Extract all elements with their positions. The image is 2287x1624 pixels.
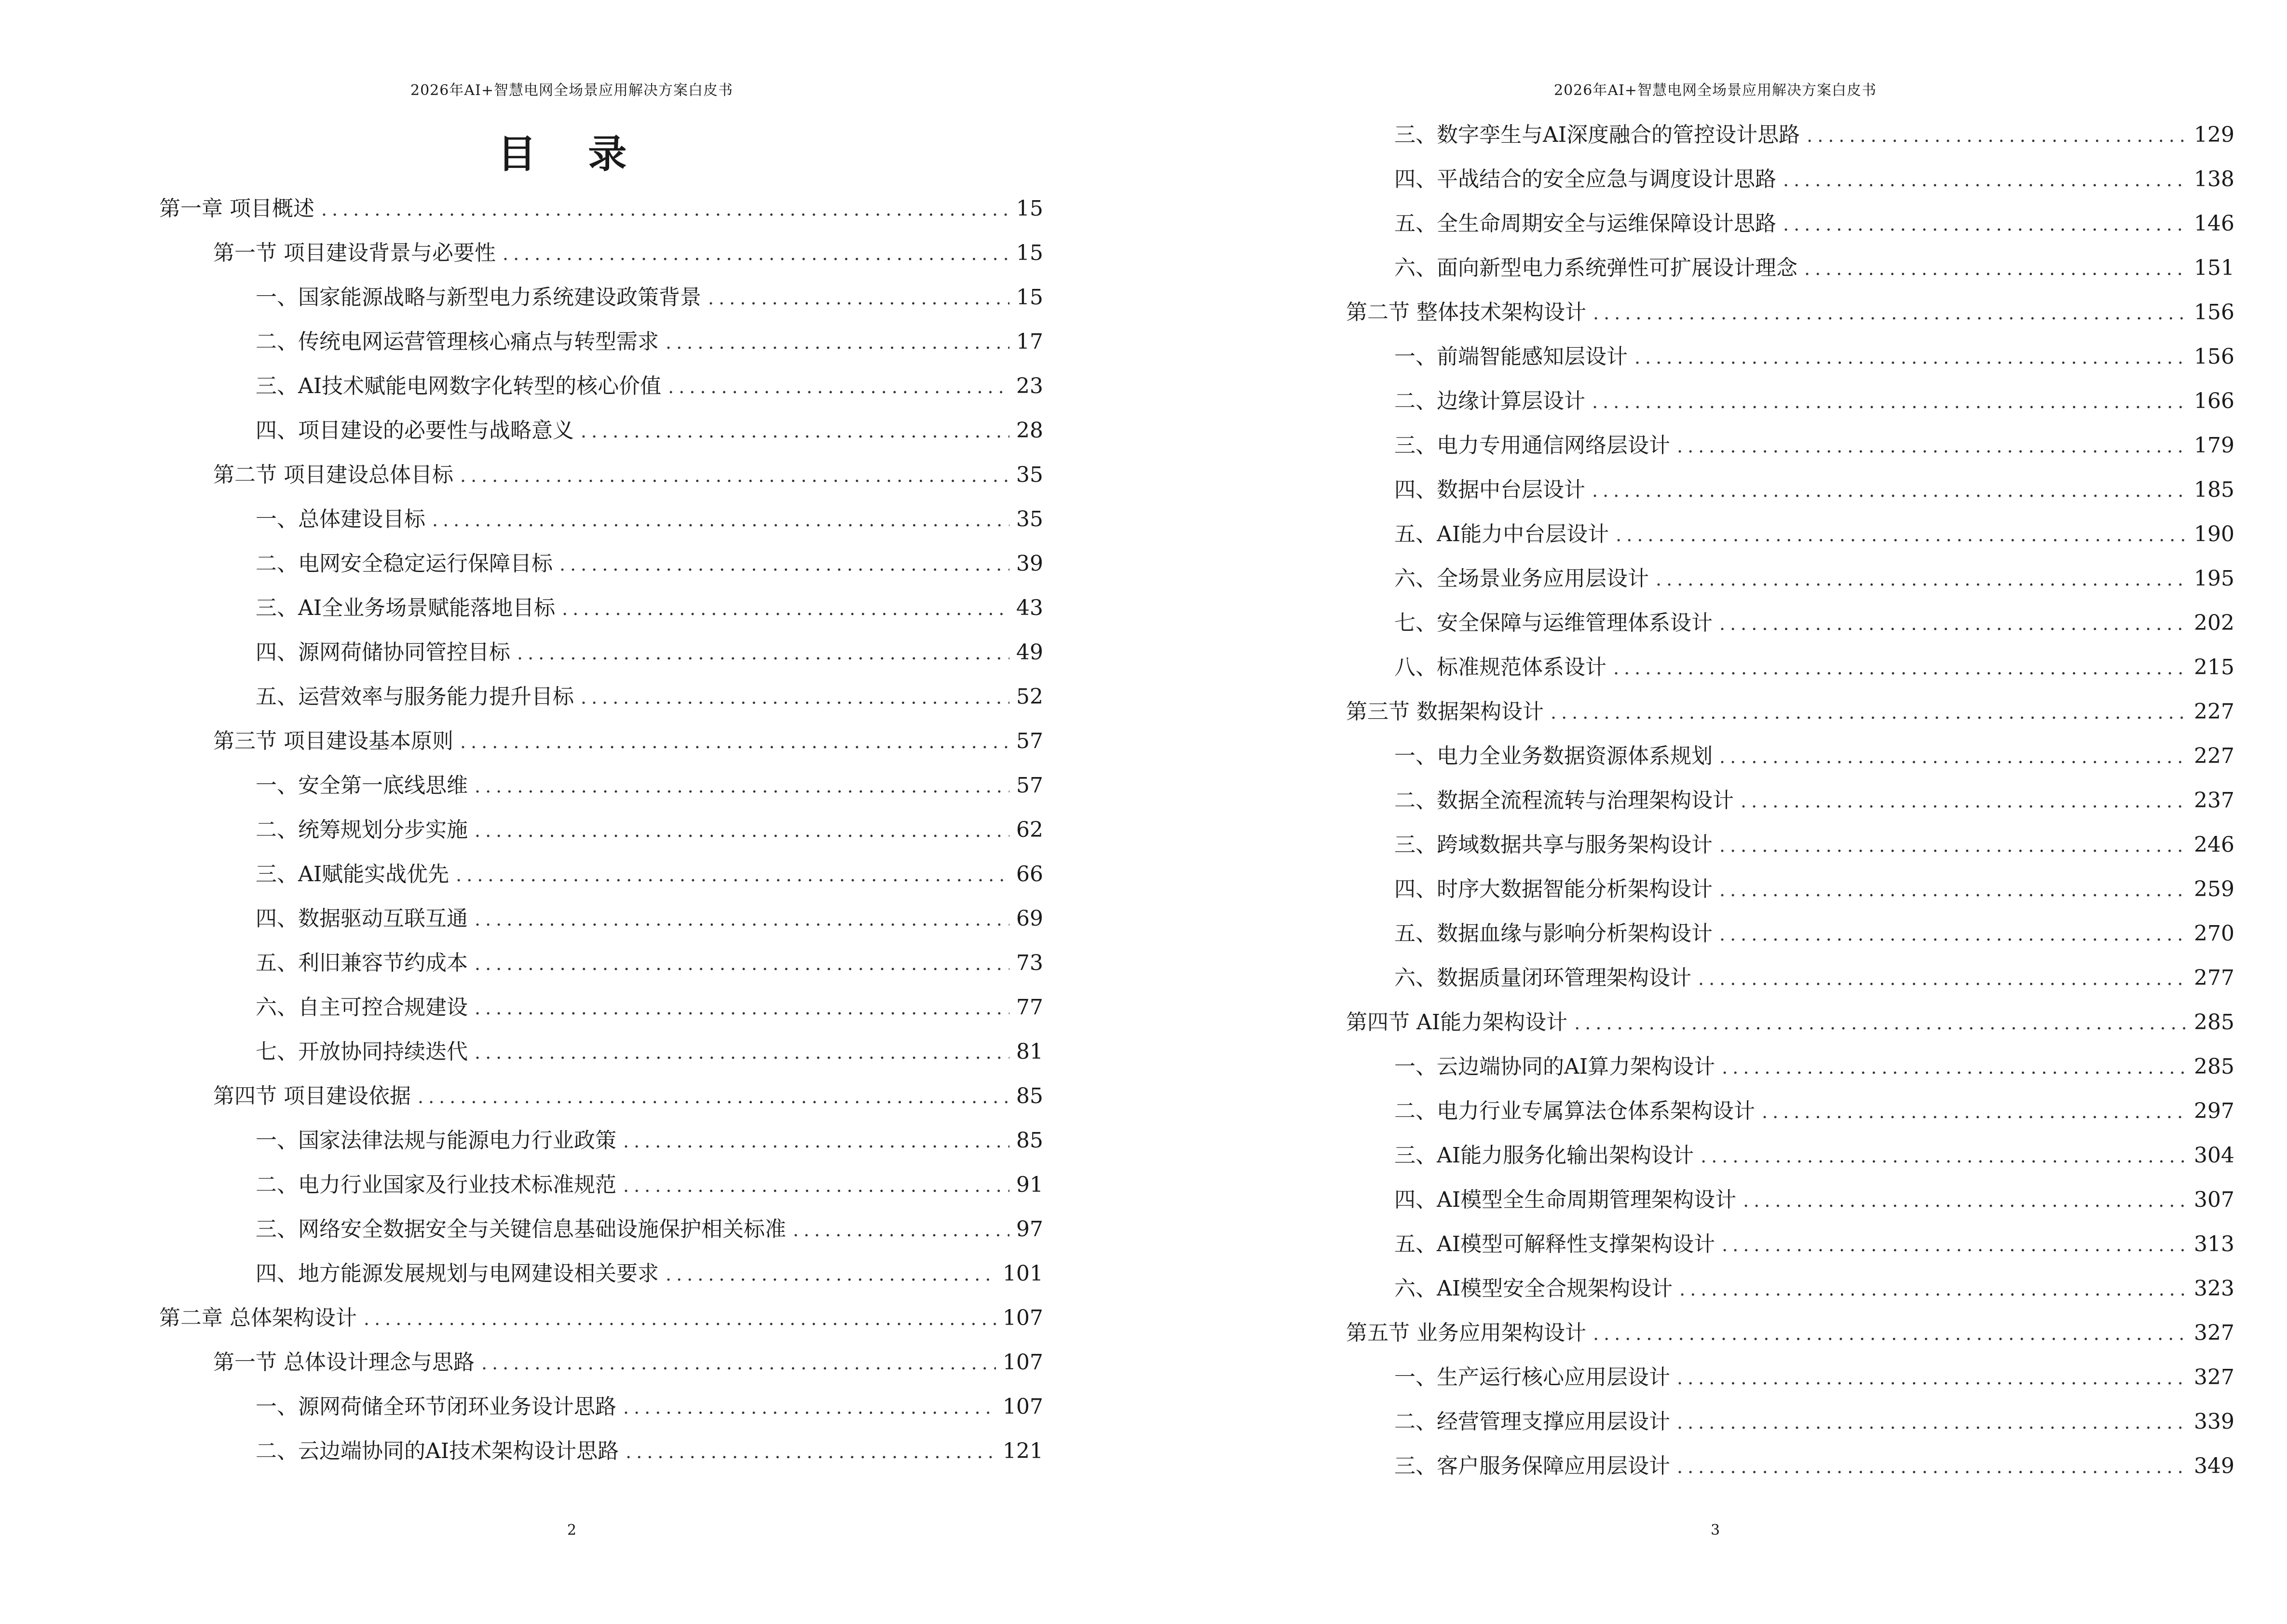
- page-number: 3: [1710, 1522, 1720, 1539]
- toc-entry-page: 195: [2194, 566, 2234, 591]
- toc-entry[interactable]: [1394, 1230, 2234, 1259]
- toc-entry[interactable]: [213, 1082, 1043, 1111]
- toc-entry-page: 129: [2194, 123, 2234, 147]
- toc-entry-page: 121: [1003, 1439, 1043, 1463]
- toc-dot-leader: [481, 1349, 996, 1378]
- toc-entry-label: 第二节 整体技术架构设计: [1346, 300, 1586, 325]
- toc-dot-leader: [1656, 565, 2187, 594]
- toc-entry-label: 四、AI模型全生命周期管理架构设计: [1394, 1187, 1737, 1212]
- toc-dot-leader: [581, 417, 1009, 446]
- toc-entry-page: 62: [1016, 818, 1043, 842]
- toc-entry-label: 二、数据全流程流转与治理架构设计: [1394, 788, 1734, 813]
- toc-entry-page: 349: [2194, 1454, 2234, 1478]
- toc-entry-page: 138: [2194, 167, 2234, 191]
- toc-entry-label: 五、运营效率与服务能力提升目标: [256, 684, 574, 709]
- toc-entry-page: 43: [1016, 596, 1043, 620]
- toc-dot-leader: [708, 284, 1009, 313]
- toc-dot-leader: [1719, 742, 2187, 771]
- toc-entry-page: 297: [2194, 1099, 2234, 1123]
- toc-entry-page: 66: [1016, 862, 1043, 887]
- toc-dot-leader: [793, 1215, 1009, 1244]
- toc-entry-label: 第二章 总体架构设计: [159, 1306, 357, 1330]
- toc-entry[interactable]: [256, 1171, 1043, 1200]
- toc-entry-page: 277: [2194, 966, 2234, 990]
- toc-entry-label: 四、平战结合的安全应急与调度设计思路: [1394, 167, 1776, 191]
- toc-entry-label: 七、开放协同持续迭代: [256, 1039, 468, 1064]
- toc-entry[interactable]: [256, 949, 1043, 978]
- toc-dot-leader: [559, 550, 1009, 579]
- toc-entry[interactable]: [1394, 742, 2234, 771]
- toc-dot-leader: [1719, 875, 2187, 904]
- toc-entry-page: 69: [1016, 906, 1043, 931]
- toc-entry[interactable]: [256, 283, 1043, 312]
- toc-entry[interactable]: [1346, 298, 2234, 327]
- toc-dot-leader: [475, 905, 1009, 934]
- toc-entry-label: 三、AI技术赋能电网数字化转型的核心价值: [256, 374, 662, 398]
- toc-entry-label: 第五节 业务应用架构设计: [1346, 1321, 1586, 1345]
- toc-entry-page: 15: [1016, 196, 1043, 221]
- toc-entry[interactable]: [1394, 831, 2234, 860]
- toc-dot-leader: [666, 328, 1009, 357]
- toc-dot-leader: [1741, 787, 2187, 816]
- toc-entry[interactable]: [256, 1037, 1043, 1066]
- toc-entry-page: 156: [2194, 300, 2234, 325]
- toc-entry[interactable]: [256, 505, 1043, 534]
- toc-entry-label: 二、边缘计算层设计: [1394, 389, 1585, 413]
- toc-entry-label: 二、云边端协同的AI技术架构设计思路: [256, 1439, 619, 1463]
- toc-entry-label: 第一章 项目概述: [159, 196, 314, 221]
- toc-entry-page: 97: [1016, 1217, 1043, 1242]
- toc-entry-label: 一、电力全业务数据资源体系规划: [1394, 744, 1713, 768]
- toc-entry-label: 第三节 项目建设基本原则: [213, 729, 453, 753]
- toc-dot-leader: [1719, 609, 2187, 638]
- toc-entry-page: 327: [2194, 1321, 2234, 1345]
- toc-entry-label: 八、标准规范体系设计: [1394, 655, 1606, 680]
- toc-entry[interactable]: [256, 1259, 1043, 1288]
- toc-entry-page: 107: [1003, 1394, 1043, 1419]
- toc-entry-label: 二、电网安全稳定运行保障目标: [256, 551, 553, 576]
- toc-dot-leader: [1679, 1275, 2187, 1304]
- toc-entry-page: 227: [2194, 699, 2234, 724]
- toc-entry-label: 五、AI模型可解释性支撑架构设计: [1394, 1232, 1715, 1256]
- toc-entry[interactable]: [159, 1304, 1043, 1333]
- toc-entry[interactable]: [213, 239, 1043, 268]
- toc-entry-page: 285: [2194, 1010, 2234, 1035]
- toc-entry-label: 五、AI能力中台层设计: [1394, 522, 1609, 546]
- toc-entry-page: 17: [1016, 329, 1043, 354]
- toc-entry-page: 57: [1016, 729, 1043, 753]
- toc-dot-leader: [1719, 920, 2187, 949]
- toc-entry[interactable]: [1394, 609, 2234, 638]
- toc-entry-label: 五、利旧兼容节约成本: [256, 951, 468, 975]
- toc-entry[interactable]: [256, 860, 1043, 889]
- toc-entry[interactable]: [1394, 121, 2234, 150]
- toc-entry-page: 52: [1016, 684, 1043, 709]
- toc-entry-page: 57: [1016, 773, 1043, 798]
- toc-entry-label: 二、经营管理支撑应用层设计: [1394, 1409, 1670, 1434]
- toc-dot-leader: [1677, 1452, 2187, 1481]
- toc-entry-label: 三、客户服务保障应用层设计: [1394, 1454, 1670, 1478]
- toc-entry[interactable]: [1394, 875, 2234, 904]
- toc-dot-leader: [1701, 1142, 2187, 1171]
- toc-dot-leader: [626, 1437, 996, 1466]
- toc-entry-label: 三、AI赋能实战优先: [256, 862, 449, 887]
- toc-entry-label: 五、数据血缘与影响分析架构设计: [1394, 921, 1713, 946]
- toc-entry[interactable]: [1394, 919, 2234, 948]
- toc-entry[interactable]: [256, 1437, 1043, 1466]
- toc-entry-page: 246: [2194, 832, 2234, 857]
- toc-entry-page: 107: [1003, 1306, 1043, 1330]
- toc-entry[interactable]: [1346, 1319, 2234, 1348]
- toc-dot-leader: [503, 239, 1009, 268]
- toc-entry-page: 237: [2194, 788, 2234, 813]
- toc-entry-label: 三、AI能力服务化输出架构设计: [1394, 1143, 1694, 1168]
- toc-dot-leader: [1698, 964, 2187, 993]
- toc-entry[interactable]: [1394, 1052, 2234, 1081]
- toc-entry-label: 一、源网荷储全环节闭环业务设计思路: [256, 1394, 616, 1419]
- toc-entry-page: 85: [1016, 1128, 1043, 1153]
- toc-dot-leader: [475, 1038, 1009, 1067]
- toc-entry-page: 23: [1016, 374, 1043, 398]
- toc-entry-page: 107: [1003, 1350, 1043, 1375]
- toc-entry[interactable]: [256, 372, 1043, 401]
- running-header: 2026年AI+智慧电网全场景应用解决方案白皮书: [1554, 82, 1877, 99]
- toc-dot-leader: [418, 1082, 1009, 1111]
- toc-entry-page: 101: [1003, 1261, 1043, 1286]
- toc-dot-leader: [668, 372, 1009, 401]
- toc-entry[interactable]: [256, 328, 1043, 356]
- toc-dot-leader: [1783, 210, 2187, 239]
- toc-entry[interactable]: [1394, 564, 2234, 593]
- toc-dot-leader: [1743, 1186, 2187, 1215]
- toc-entry-label: 三、数字孪生与AI深度融合的管控设计思路: [1394, 123, 1800, 147]
- toc-entry-label: 一、国家法律法规与能源电力行业政策: [256, 1128, 616, 1153]
- toc-dot-leader: [623, 1171, 1009, 1200]
- toc-entry-label: 七、安全保障与运维管理体系设计: [1394, 611, 1713, 635]
- toc-entry[interactable]: [213, 727, 1043, 756]
- right-page: [1144, 0, 2287, 1624]
- toc-entry-page: 227: [2194, 744, 2234, 768]
- toc-dot-leader: [562, 594, 1009, 623]
- toc-entry[interactable]: [213, 461, 1043, 490]
- toc-dot-leader: [1762, 1097, 2187, 1126]
- toc-entry-page: 166: [2194, 389, 2234, 413]
- toc-entry-page: 339: [2194, 1409, 2234, 1434]
- page-number: 2: [567, 1522, 577, 1539]
- toc-entry[interactable]: [256, 416, 1043, 445]
- toc-entry-page: 323: [2194, 1276, 2234, 1301]
- toc-dot-leader: [1677, 1408, 2187, 1437]
- toc-entry[interactable]: [1394, 1274, 2234, 1303]
- toc-entry-label: 六、全场景业务应用层设计: [1394, 566, 1649, 591]
- toc-entry-label: 四、源网荷储协同管控目标: [256, 640, 510, 665]
- toc-entry[interactable]: [1394, 1407, 2234, 1436]
- toc-entry-page: 202: [2194, 611, 2234, 635]
- toc-dot-leader: [1551, 698, 2187, 727]
- toc-entry-page: 35: [1016, 507, 1043, 532]
- toc-entry-page: 313: [2194, 1232, 2234, 1256]
- toc-entry[interactable]: [1394, 254, 2234, 283]
- toc-entry-page: 156: [2194, 344, 2234, 369]
- toc-entry-page: 15: [1016, 285, 1043, 310]
- toc-dot-leader: [475, 949, 1009, 978]
- toc-entry[interactable]: [1346, 697, 2234, 726]
- toc-entry-page: 39: [1016, 551, 1043, 576]
- toc-entry-label: 二、传统电网运营管理核心痛点与转型需求: [256, 329, 659, 354]
- toc-entry-label: 第四节 AI能力架构设计: [1346, 1010, 1568, 1035]
- toc-entry-label: 第三节 数据架构设计: [1346, 699, 1544, 724]
- toc-entry-page: 15: [1016, 241, 1043, 265]
- toc-dot-leader: [517, 639, 1009, 668]
- toc-entry-page: 185: [2194, 478, 2234, 502]
- toc-entry[interactable]: [1394, 786, 2234, 815]
- toc-dot-leader: [475, 772, 1009, 801]
- toc-entry-page: 307: [2194, 1187, 2234, 1212]
- toc-dot-leader: [1677, 432, 2187, 461]
- toc-entry[interactable]: [1394, 387, 2234, 416]
- toc-entry-label: 第四节 项目建设依据: [213, 1084, 411, 1108]
- toc-entry[interactable]: [256, 904, 1043, 933]
- toc-dot-leader: [475, 816, 1009, 845]
- toc-entry-page: 190: [2194, 522, 2234, 546]
- toc-entry[interactable]: [1394, 209, 2234, 238]
- toc-dot-leader: [1722, 1053, 2187, 1082]
- toc-entry-label: 四、数据驱动互联互通: [256, 906, 468, 931]
- toc-entry-page: 146: [2194, 211, 2234, 236]
- toc-entry-label: 第二节 项目建设总体目标: [213, 463, 453, 487]
- toc-dot-leader: [623, 1127, 1009, 1156]
- toc-entry[interactable]: [256, 771, 1043, 800]
- toc-dot-leader: [432, 505, 1009, 534]
- toc-entry-page: 35: [1016, 463, 1043, 487]
- toc-entry[interactable]: [256, 682, 1043, 711]
- toc-dot-leader: [1592, 387, 2187, 416]
- toc-entry-page: 28: [1016, 418, 1043, 443]
- toc-entry-label: 四、数据中台层设计: [1394, 478, 1585, 502]
- toc-entry[interactable]: [256, 816, 1043, 845]
- toc-entry[interactable]: [256, 638, 1043, 667]
- toc-entry[interactable]: [1394, 165, 2234, 194]
- toc-entry[interactable]: [1394, 964, 2234, 993]
- toc-entry[interactable]: [256, 1392, 1043, 1421]
- toc-entry[interactable]: [1346, 1008, 2234, 1037]
- toc-entry-label: 六、自主可控合规建设: [256, 995, 468, 1020]
- toc-dot-leader: [1593, 299, 2187, 328]
- toc-entry-page: 85: [1016, 1084, 1043, 1108]
- toc-entry[interactable]: [256, 1126, 1043, 1155]
- toc-entry-label: 第一节 总体设计理念与思路: [213, 1350, 475, 1375]
- toc-dot-leader: [1677, 1364, 2187, 1392]
- toc-entry-page: 285: [2194, 1054, 2234, 1079]
- toc-entry[interactable]: [1394, 431, 2234, 460]
- toc-entry-label: 一、总体建设目标: [256, 507, 425, 532]
- toc-entry-label: 三、AI全业务场景赋能落地目标: [256, 596, 556, 620]
- toc-entry-page: 270: [2194, 921, 2234, 946]
- toc-dot-leader: [1574, 1009, 2187, 1037]
- toc-title: 目 录: [497, 131, 646, 177]
- toc-dot-leader: [1613, 654, 2187, 682]
- toc-dot-leader: [623, 1393, 996, 1422]
- toc-entry-label: 二、电力行业专属算法仓体系架构设计: [1394, 1099, 1755, 1123]
- toc-entry-label: 二、统筹规划分步实施: [256, 818, 468, 842]
- toc-entry[interactable]: [1394, 342, 2234, 371]
- toc-entry[interactable]: [1394, 1141, 2234, 1170]
- toc-entry-label: 一、生产运行核心应用层设计: [1394, 1365, 1670, 1390]
- toc-entry-label: 一、云边端协同的AI算力架构设计: [1394, 1054, 1715, 1079]
- toc-entry-page: 73: [1016, 951, 1043, 975]
- toc-entry-label: 第一节 项目建设背景与必要性: [213, 241, 496, 265]
- toc-entry-page: 81: [1016, 1039, 1043, 1064]
- toc-dot-leader: [1722, 1230, 2187, 1259]
- toc-entry-page: 91: [1016, 1173, 1043, 1197]
- toc-entry-label: 四、地方能源发展规划与电网建设相关要求: [256, 1261, 659, 1286]
- toc-entry[interactable]: [1394, 1186, 2234, 1215]
- toc-entry-label: 三、网络安全数据安全与关键信息基础设施保护相关标准: [256, 1217, 786, 1242]
- toc-entry-label: 一、安全第一底线思维: [256, 773, 468, 798]
- toc-entry[interactable]: [213, 1348, 1043, 1377]
- toc-entry-page: 77: [1016, 995, 1043, 1020]
- toc-entry-label: 六、面向新型电力系统弹性可扩展设计理念: [1394, 256, 1797, 280]
- toc-entry-page: 215: [2194, 655, 2234, 680]
- toc-entry-label: 五、全生命周期安全与运维保障设计思路: [1394, 211, 1776, 236]
- toc-entry[interactable]: [256, 1215, 1043, 1244]
- toc-dot-leader: [666, 1260, 996, 1289]
- toc-entry-page: 49: [1016, 640, 1043, 665]
- toc-dot-leader: [1807, 121, 2187, 150]
- toc-entry-page: 151: [2194, 256, 2234, 280]
- toc-dot-leader: [460, 461, 1009, 490]
- toc-entry-page: 179: [2194, 433, 2234, 458]
- toc-dot-leader: [1634, 343, 2187, 372]
- toc-entry[interactable]: [1394, 520, 2234, 549]
- toc-entry[interactable]: [256, 549, 1043, 578]
- toc-entry[interactable]: [256, 594, 1043, 623]
- toc-entry-label: 一、国家能源战略与新型电力系统建设政策背景: [256, 285, 701, 310]
- toc-dot-leader: [1592, 476, 2187, 505]
- toc-dot-leader: [1616, 520, 2187, 549]
- toc-entry-label: 六、AI模型安全合规架构设计: [1394, 1276, 1673, 1301]
- toc-entry-label: 六、数据质量闭环管理架构设计: [1394, 966, 1691, 990]
- toc-dot-leader: [1593, 1319, 2187, 1348]
- toc-entry[interactable]: [1394, 1452, 2234, 1481]
- toc-dot-leader: [456, 860, 1009, 889]
- toc-entry-label: 一、前端智能感知层设计: [1394, 344, 1628, 369]
- toc-entry-label: 四、项目建设的必要性与战略意义: [256, 418, 574, 443]
- toc-entry-label: 三、跨域数据共享与服务架构设计: [1394, 832, 1713, 857]
- toc-dot-leader: [1719, 831, 2187, 860]
- toc-entry[interactable]: [1394, 476, 2234, 505]
- toc-entry-label: 二、电力行业国家及行业技术标准规范: [256, 1173, 616, 1197]
- toc-dot-leader: [460, 727, 1009, 756]
- toc-entry[interactable]: [159, 194, 1043, 223]
- toc-entry[interactable]: [1394, 653, 2234, 682]
- running-header: 2026年AI+智慧电网全场景应用解决方案白皮书: [410, 82, 733, 99]
- toc-entry-label: 四、时序大数据智能分析架构设计: [1394, 877, 1713, 901]
- toc-entry-page: 327: [2194, 1365, 2234, 1390]
- toc-entry[interactable]: [256, 993, 1043, 1022]
- toc-entry-page: 304: [2194, 1143, 2234, 1168]
- toc-entry[interactable]: [1394, 1363, 2234, 1392]
- toc-entry-page: 259: [2194, 877, 2234, 901]
- toc-dot-leader: [1783, 165, 2187, 194]
- toc-dot-leader: [581, 683, 1009, 712]
- toc-entry[interactable]: [1394, 1097, 2234, 1126]
- toc-entry-label: 三、电力专用通信网络层设计: [1394, 433, 1670, 458]
- toc-dot-leader: [475, 994, 1009, 1023]
- toc-dot-leader: [1804, 254, 2187, 283]
- toc-dot-leader: [321, 195, 1009, 224]
- toc-dot-leader: [364, 1304, 996, 1333]
